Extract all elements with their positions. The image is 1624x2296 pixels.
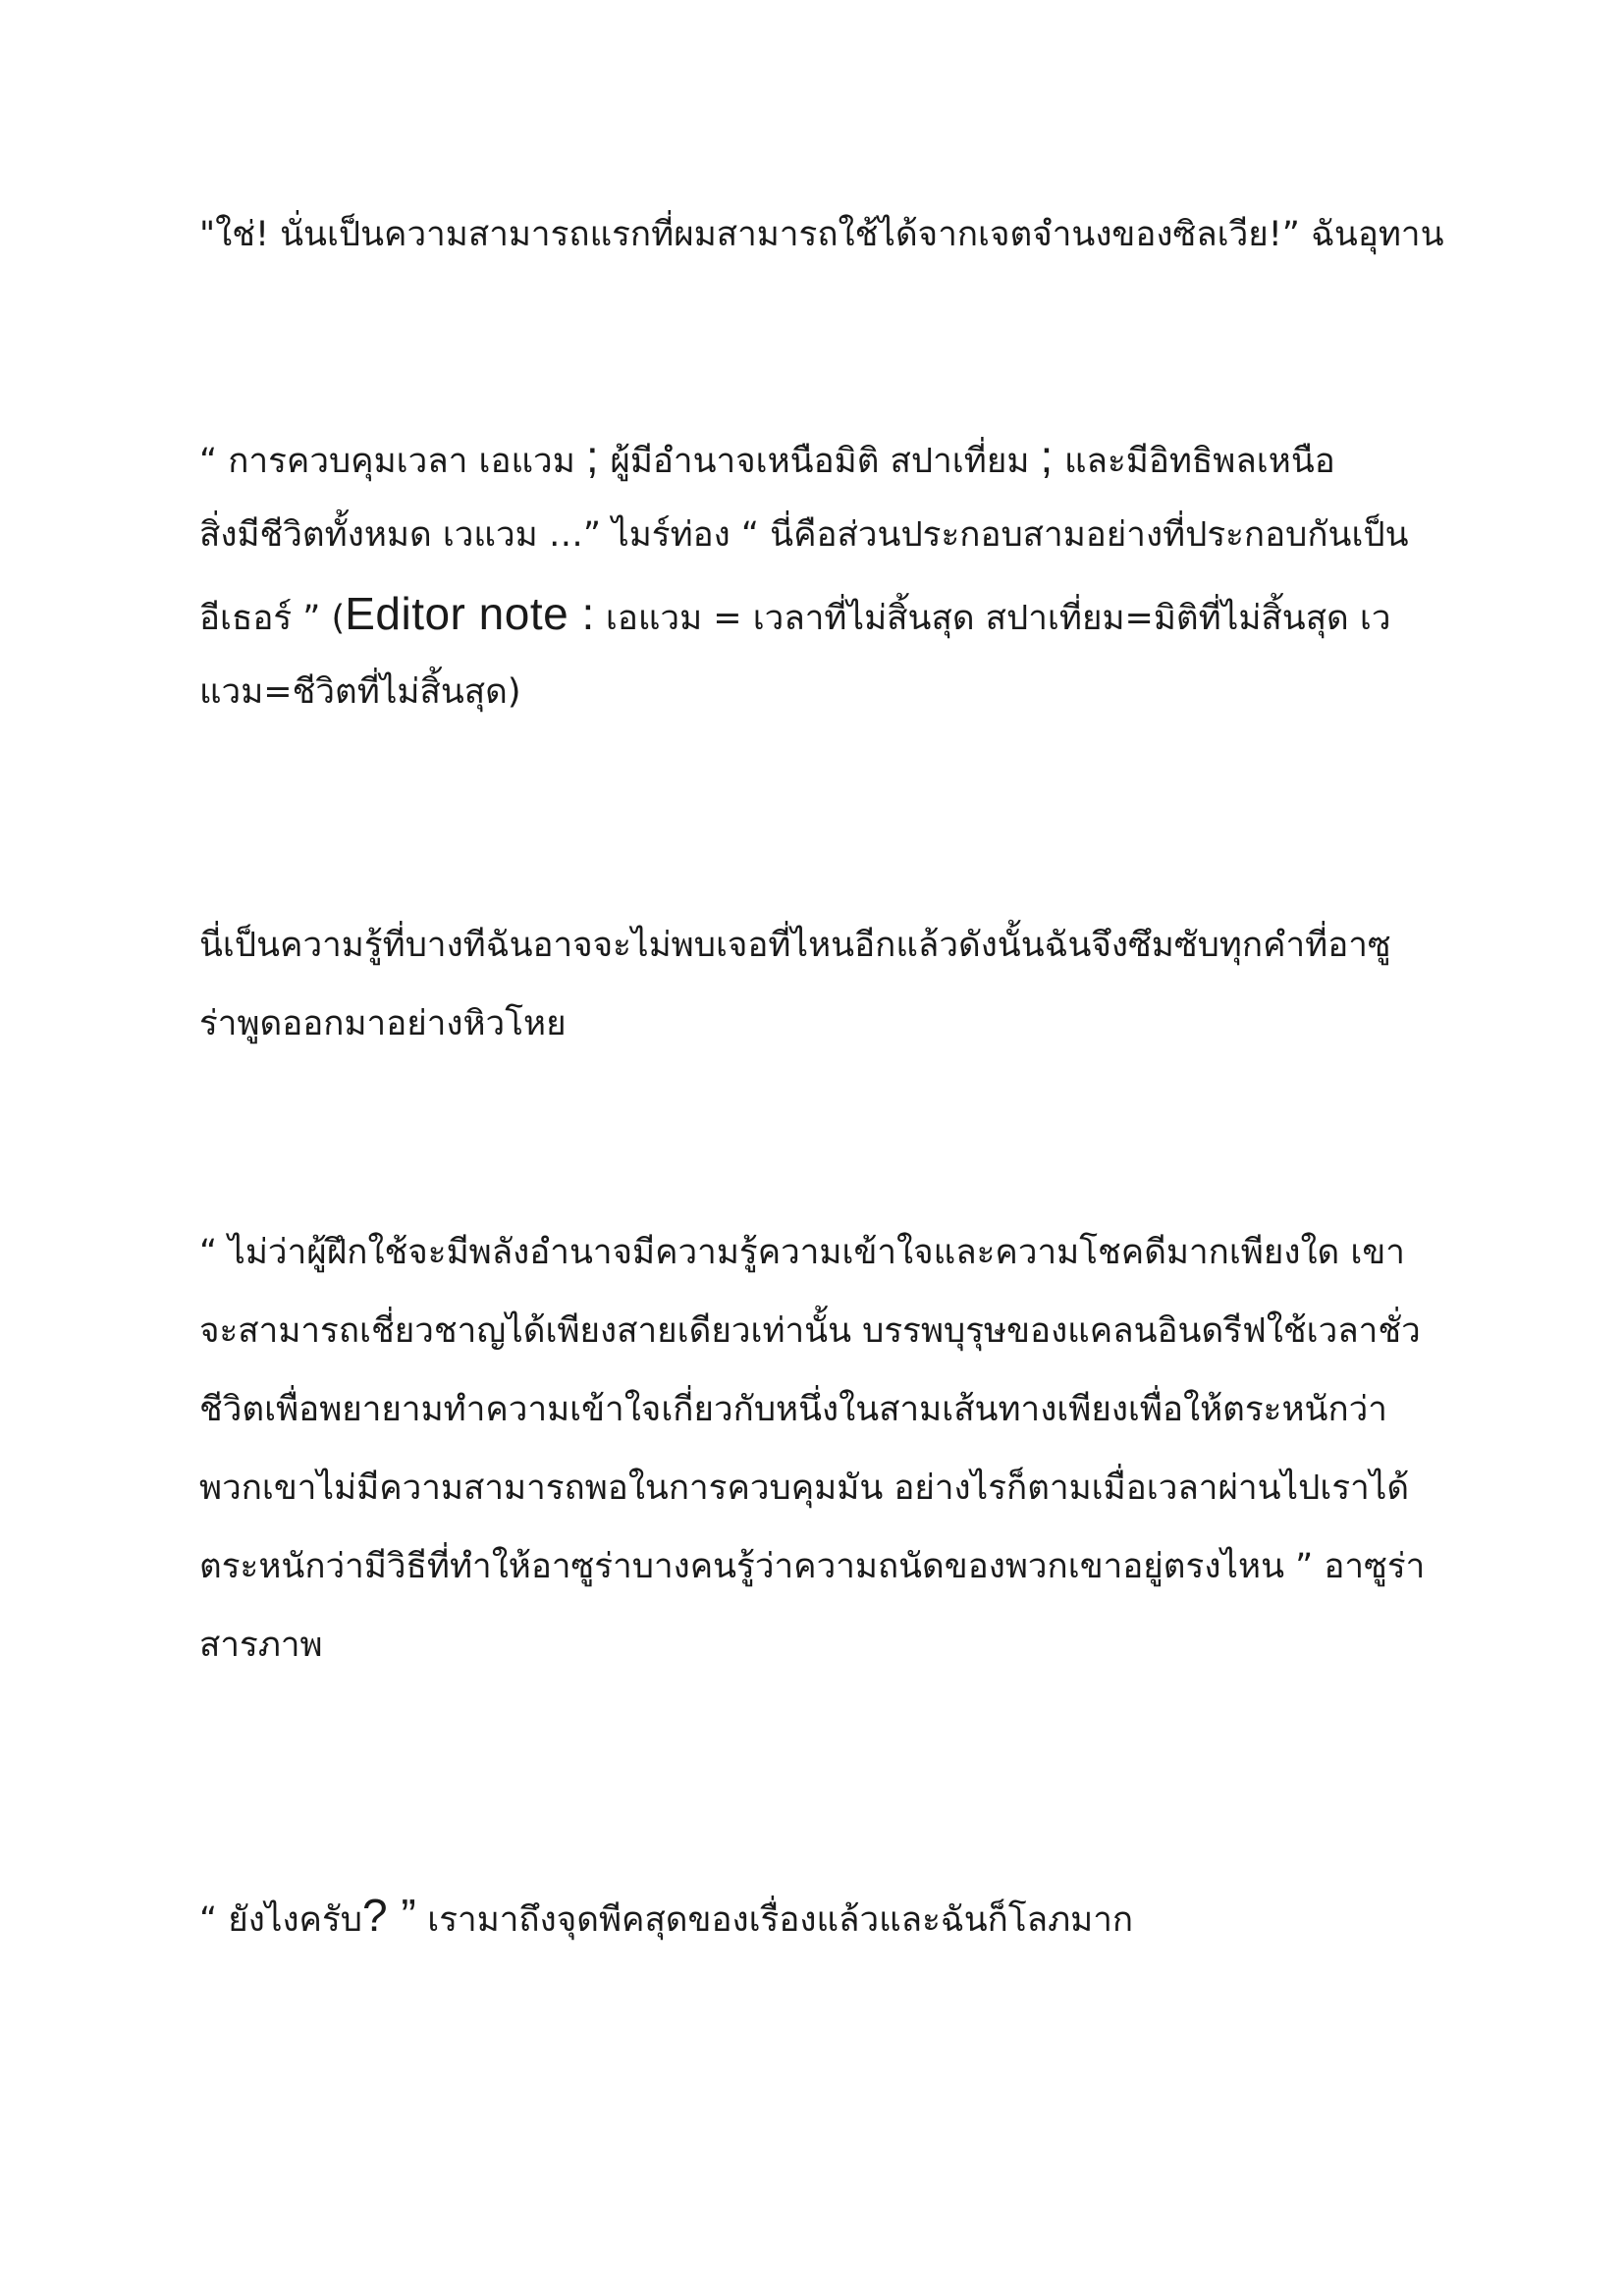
text-line <box>199 1876 1446 1954</box>
text-line <box>199 417 1446 496</box>
paragraph-question <box>199 1876 1446 1954</box>
text-line: นี่เป็นความรู้ที่บางทีฉันอาจจะไม่พบเจอที่ไหนอีกแล้วดังนั้นฉันจึงซึมซับทุกคำที่อาซู <box>199 926 1391 965</box>
text-line: จะสามารถเชี่ยวชาญได้เพียงสายเดียวเท่านั้น บรรพบุรุษของแคลนอินดรีฟใช้เวลาชั่ว <box>199 1311 1421 1351</box>
text-line: "ใช่! นั่นเป็นความสามารถแรกที่ผมสามารถใช้ได้จากเจตจำนงของซิลเวีย!” ฉันอุทาน <box>199 215 1444 254</box>
semicolon-mark: ; <box>1040 431 1054 482</box>
text-line <box>199 574 1446 653</box>
text-run: “ ยังไงครับ <box>199 1900 362 1940</box>
paragraph-knowledge <box>199 906 1446 1063</box>
paragraph-ether-components <box>199 417 1446 731</box>
text-run: ผู้มีอำนาจเหนือมิติ สปาเที่ยม <box>599 442 1041 481</box>
text-line: สารภาพ <box>199 1626 323 1665</box>
text-run: และมีอิทธิพลเหนือ <box>1053 442 1335 481</box>
text-line: พวกเขาไม่มีความสามารถพอในการควบคุมมัน อย่างไรก็ตามเมื่อเวลาผ่านไปเราได้ <box>199 1468 1410 1508</box>
text-line: ชีวิตเพื่อพยายามทำความเข้าใจเกี่ยวกับหนึ่งในสามเส้นทางเพียงเพื่อให้ตระหนักว่า <box>199 1390 1387 1429</box>
paragraph-exclamation <box>199 195 1446 274</box>
text-line: แวม=ชีวิตที่ไม่สิ้นสุด) <box>199 672 521 712</box>
text-run: เอแวม = เวลาที่ไม่สิ้นสุด สปาเที่ยม=มิติที่ไม่สิ้นสุด เว <box>594 599 1391 638</box>
text-run: “ การควบคุมเวลา เอแวม <box>199 442 586 481</box>
semicolon-mark: ; <box>585 431 600 482</box>
question-mark: ? ” <box>361 1890 417 1941</box>
editor-note-label: Editor note : <box>345 588 595 639</box>
text-line: ตระหนักว่ามีวิธีที่ทำให้อาซูร่าบางคนรู้ว่าความถนัดของพวกเขาอยู่ตรงไหน ” อาซูร่า <box>199 1547 1426 1586</box>
text-line: ร่าพูดออกมาอย่างหิวโหย <box>199 1004 567 1043</box>
text-line: “ ไม่ว่าผู้ฝึกใช้จะมีพลังอำนาจมีความรู้ความเข้าใจและความโชคดีมากเพียงใด เขา <box>199 1233 1405 1272</box>
text-run: เรามาถึงจุดพีคสุดของเรื่องแล้วและฉันก็โลภมาก <box>416 1900 1134 1940</box>
paragraph-azura-confession <box>199 1213 1446 1684</box>
text-line: สิ่งมีชีวิตทั้งหมด เวแวม …” ไมร์ท่อง “ นี่คือส่วนประกอบสามอย่างที่ประกอบกันเป็น <box>199 515 1409 555</box>
text-run: อีเธอร์ ” ( <box>199 599 346 638</box>
